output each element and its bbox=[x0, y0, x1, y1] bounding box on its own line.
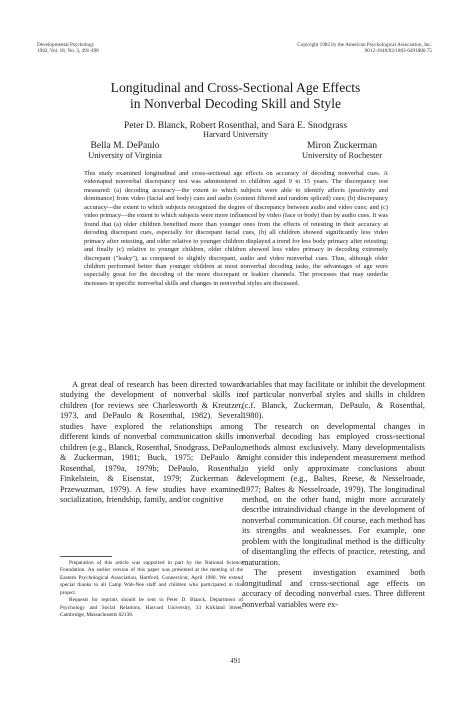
body-column-right bbox=[242, 380, 425, 610]
author-block-right bbox=[272, 140, 412, 161]
footnote-reprints: Requests for reprints should be sent to Peter D. Blanck, Department of Psychology and Social Relations, Harvard University, 33 Kirkland Street, Cambridge, Massachusetts 02138. bbox=[60, 597, 243, 619]
author-list: Peter D. Blanck, Robert Rosenthal, and Sara E. Snodgrass bbox=[123, 120, 348, 131]
journal-volume: 1982, Vol. 18, No. 3, 491-498 bbox=[37, 48, 99, 55]
body-paragraph: A great deal of research has been directed toward studying the development of nonverbal skills in children (for reviews see Charlesworth & Kreutzer, 1973, and DePaulo & Rosenthal, 1982). Several studies have explored the relationships among different kinds of nonverbal communication skills in children (e.g., Blanck, Rosenthal, Snodgrass, DePaulo, & Zuckerman, 1981; Buck, 1975; DePaulo & Rosenthal, 1979a, 1979b; DePaulo, Rosenthal, Finkelstein, & Eisenstat, 1979; Zuckerman & Przewuzman, 1979). A few studies have examined socialization, friendship, family, and/or cognitive bbox=[60, 380, 243, 504]
body-paragraph: The present investigation examined both longitudinal and cross-sectional age effects on accuracy of decoding nonverbal cues. Three different nonverbal variables were ex- bbox=[242, 568, 425, 609]
title-line-2: in Nonverbal Decoding Skill and Style bbox=[129, 96, 342, 111]
page-number: 491 bbox=[230, 658, 241, 665]
author-affiliation: Harvard University bbox=[203, 130, 268, 139]
article-title bbox=[40, 80, 431, 112]
author-block-left bbox=[55, 140, 195, 161]
body-paragraph: variables that may facilitate or inhibit the development of particular nonverbal styles and skills in children (c.f. Blanck, Zuckerman, DePaulo, & Rosenthal, 1980). bbox=[242, 380, 425, 421]
body-column-left bbox=[60, 380, 243, 505]
author-name: Bella M. DePaulo bbox=[90, 140, 160, 151]
journal-citation bbox=[37, 42, 217, 55]
copyright-notice bbox=[222, 42, 432, 55]
copyright-line: Copyright 1982 by the American Psychological Association, Inc. bbox=[297, 42, 432, 48]
body-paragraph: The research on developmental changes in nonverbal decoding has employed cross-sectional methods almost exclusively. Many developmentalists might consider this independent measurement method to yield only approximate conclusions about development (e.g., Baltes, Reese, & Nesselroade, 1977; Baltes & Nesselroade, 1979). The longitudinal method, on the other hand, might more accurately describe intraindividual change in the development of nonverbal communication. Of course, each method has its strengths and weaknesses. For example, one problem with the longitudinal method is the difficulty of disentangling the effects of practice, retesting, and maturation. bbox=[242, 421, 425, 567]
author-affiliation: University of Virginia bbox=[88, 151, 162, 160]
footnotes bbox=[60, 560, 243, 620]
author-name: Miron Zuckerman bbox=[306, 140, 378, 151]
author-affiliation: University of Rochester bbox=[301, 151, 382, 160]
journal-name: Developmental Psychology bbox=[37, 42, 95, 48]
footnote-acknowledgment: Preparation of this article was supported in part by the National Science Foundation. An earlier version of this paper was presented at the meeting of the Eastern Psychological Association, Hartford, Connecticut, April 1980. We extend special thanks to all Camp Wah-Nee staff and children who participated in this project. bbox=[60, 560, 243, 596]
abstract: This study examined longitudinal and cross-sectional age effects on accuracy of decoding nonverbal cues. A videotaped nonverbal discrepancy test was administered to children aged 9 to 15 years. The discrepancy test measured: (a) decoding accuracy—the extent to which subjects were able to identify affects (positivity and dominance) from video (facial and body) cues and audio (content filtered and random spliced) cues; (b) discrepancy accuracy—the extent to which subjects recognized the degree of discrepancy between audio and video cues; and (c) video primacy—the extent to which subjects were more influenced by video (face or body) than by audio cues. It was found that (a) older children benefited more than younger ones from the effects of retesting in their accuracy at decoding discrepant cues, especially for discrepant facial cues, (b) all children showed significantly less video primacy after retesting, and older relative to younger children displayed a trend for less body primacy after retesting; and finally (c) relative to younger children, older children showed less video primacy in decoding extremely discrepant ("leaky"), as compared to slightly discrepant, audio and video nonverbal cues. Thus, although older children performed better than younger children at most nonverbal decoding tasks, the advantages of age were especially great for the decoding of the more discrepant or leakier channels. The processes that may underlie increases in specific nonverbal skills and changes in nonverbal styles are discussed. bbox=[84, 170, 388, 287]
title-line-1: Longitudinal and Cross-Sectional Age Effects bbox=[110, 80, 361, 95]
article-code: 0012-1649/82/1803-0491$00.75 bbox=[364, 48, 432, 55]
footnote-divider bbox=[60, 556, 112, 557]
